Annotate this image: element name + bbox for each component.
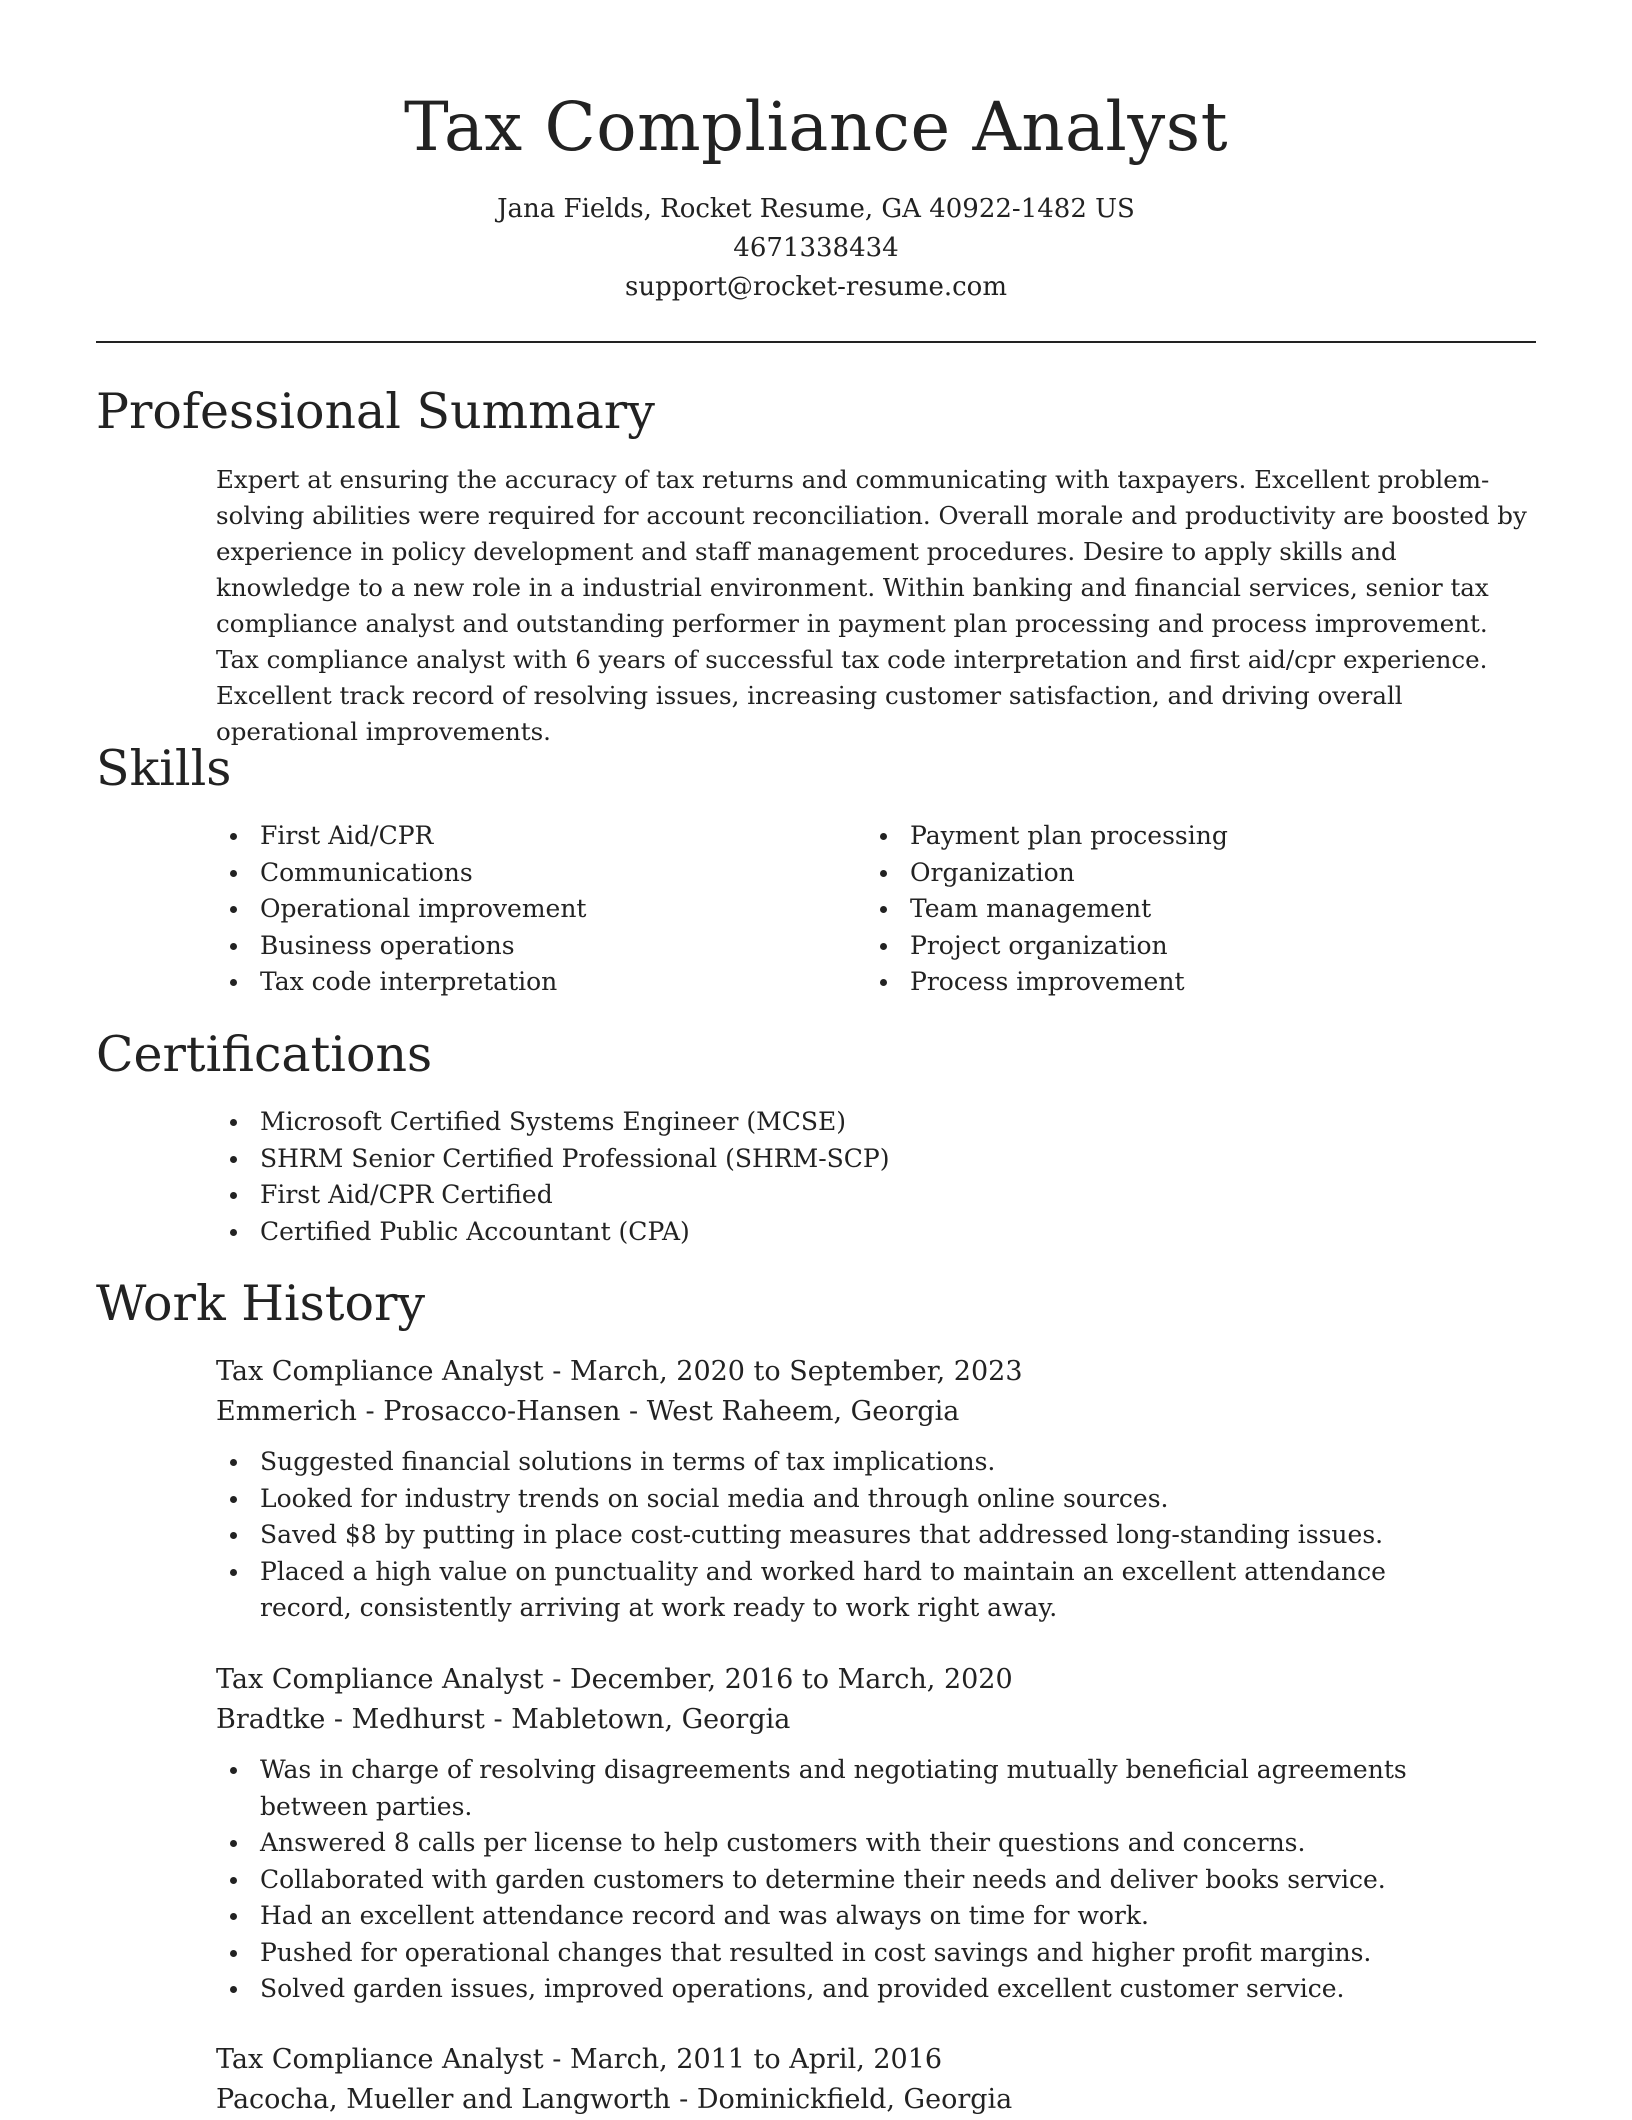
header-divider	[96, 341, 1536, 343]
resume-title: Tax Compliance Analyst	[403, 88, 1229, 166]
job-bullet: Suggested financial solutions in terms of tax implications.	[216, 1444, 1416, 1481]
skill-item: Organization	[866, 855, 1466, 892]
job-bullet: Had an excellent attendance record and was always on time for work.	[216, 1898, 1416, 1935]
job-entry	[216, 2040, 1536, 2120]
certification-item: SHRM Senior Certified Professional (SHRM-SCP)	[216, 1141, 1416, 1178]
job-bullets	[216, 1444, 1416, 1627]
job-dates: March, 2011 to April, 2016	[569, 2044, 943, 2075]
contact-phone: 4671338434	[733, 233, 899, 263]
summary-text: Expert at ensuring the accuracy of tax returns and communicating with taxpayers. Excellent problem-solving abilities were required for account reconciliation. Overall morale and productivity are boosted by experience in policy development and staff management procedures. Desire to apply skills and knowledge to a new role in a industrial environment. Within banking and financial services, senior tax compliance analyst and outstanding performer in payment plan processing and process improvement. Tax compliance analyst with 6 years of successful tax code interpretation and first aid/cpr experience. Excellent track record of resolving issues, increasing customer satisfaction, and driving overall operational improvements.	[216, 465, 1527, 746]
job-company: Pacocha, Mueller and Langworth	[216, 2084, 671, 2115]
job-company-line: Emmerich - Prosacco-Hansen - West Raheem, Georgia	[216, 1396, 960, 1427]
job-bullet: Was in charge of resolving disagreements and negotiating mutually beneficial agreements between parties.	[216, 1752, 1416, 1825]
job-title: Tax Compliance Analyst	[216, 2044, 544, 2075]
job-company: Emmerich - Prosacco-Hansen	[216, 1396, 621, 1427]
certification-item: Microsoft Certified Systems Engineer (MCSE)	[216, 1104, 1416, 1141]
job-company-line: Pacocha, Mueller and Langworth - Dominickfield, Georgia	[216, 2084, 1013, 2115]
job-bullet: Saved $8 by putting in place cost-cutting measures that addressed long-standing issues.	[216, 1517, 1416, 1554]
job-bullet: Pushed for operational changes that resulted in cost savings and higher profit margins.	[216, 1935, 1416, 1972]
contact-email: support@rocket-resume.com	[624, 272, 1007, 302]
job-dates: December, 2016 to March, 2020	[569, 1664, 1013, 1695]
contact-address: Jana Fields, Rocket Resume, GA 40922-1482 US	[497, 194, 1135, 224]
job-bullet: Collaborated with garden customers to determine their needs and deliver books service.	[216, 1862, 1416, 1899]
skill-item: Tax code interpretation	[216, 964, 816, 1001]
skill-item: Process improvement	[866, 964, 1466, 1001]
certifications-list	[216, 1104, 1416, 1250]
skill-item: Project organization	[866, 928, 1466, 965]
skill-item: Business operations	[216, 928, 816, 965]
contact-block	[0, 190, 1632, 307]
job-location: West Raheem, Georgia	[646, 1396, 960, 1427]
job-bullet: Placed a high value on punctuality and worked hard to maintain an excellent attendance record, consistently arriving at work ready to work right away.	[216, 1554, 1416, 1627]
job-title-line: Tax Compliance Analyst - March, 2011 to April, 2016	[216, 2044, 943, 2075]
job-title: Tax Compliance Analyst	[216, 1664, 544, 1695]
summary-heading: Professional Summary	[96, 383, 655, 440]
skill-item: Team management	[866, 891, 1466, 928]
job-company-line: Bradtke - Medhurst - Mabletown, Georgia	[216, 1704, 791, 1735]
job-bullet: Solved garden issues, improved operations, and provided excellent customer service.	[216, 1971, 1416, 2008]
skills-list-right	[866, 818, 1466, 1001]
skill-item: Operational improvement	[216, 891, 816, 928]
job-bullet: Looked for industry trends on social media and through online sources.	[216, 1481, 1416, 1518]
job-title: Tax Compliance Analyst	[216, 1356, 544, 1387]
job-bullets	[216, 1752, 1416, 2008]
job-company: Bradtke - Medhurst	[216, 1704, 485, 1735]
job-dates: March, 2020 to September, 2023	[569, 1356, 1023, 1387]
certifications-heading: Certifications	[96, 1026, 433, 1083]
job-location: Dominickfield, Georgia	[696, 2084, 1013, 2115]
job-location: Mabletown, Georgia	[511, 1704, 791, 1735]
work-history-heading: Work History	[96, 1275, 426, 1332]
job-entry	[216, 1660, 1536, 2008]
skills-list-left	[216, 818, 816, 1001]
resume-header	[0, 0, 1632, 307]
skills-heading: Skills	[96, 740, 232, 797]
job-bullet: Answered 8 calls per license to help customers with their questions and concerns.	[216, 1825, 1416, 1862]
job-title-line: Tax Compliance Analyst - December, 2016 to March, 2020	[216, 1664, 1013, 1695]
skill-item: First Aid/CPR	[216, 818, 816, 855]
certification-item: Certified Public Accountant (CPA)	[216, 1214, 1416, 1251]
certification-item: First Aid/CPR Certified	[216, 1177, 1416, 1214]
job-title-line: Tax Compliance Analyst - March, 2020 to September, 2023	[216, 1356, 1023, 1387]
skill-item: Payment plan processing	[866, 818, 1466, 855]
skill-item: Communications	[216, 855, 816, 892]
job-entry	[216, 1352, 1536, 1627]
